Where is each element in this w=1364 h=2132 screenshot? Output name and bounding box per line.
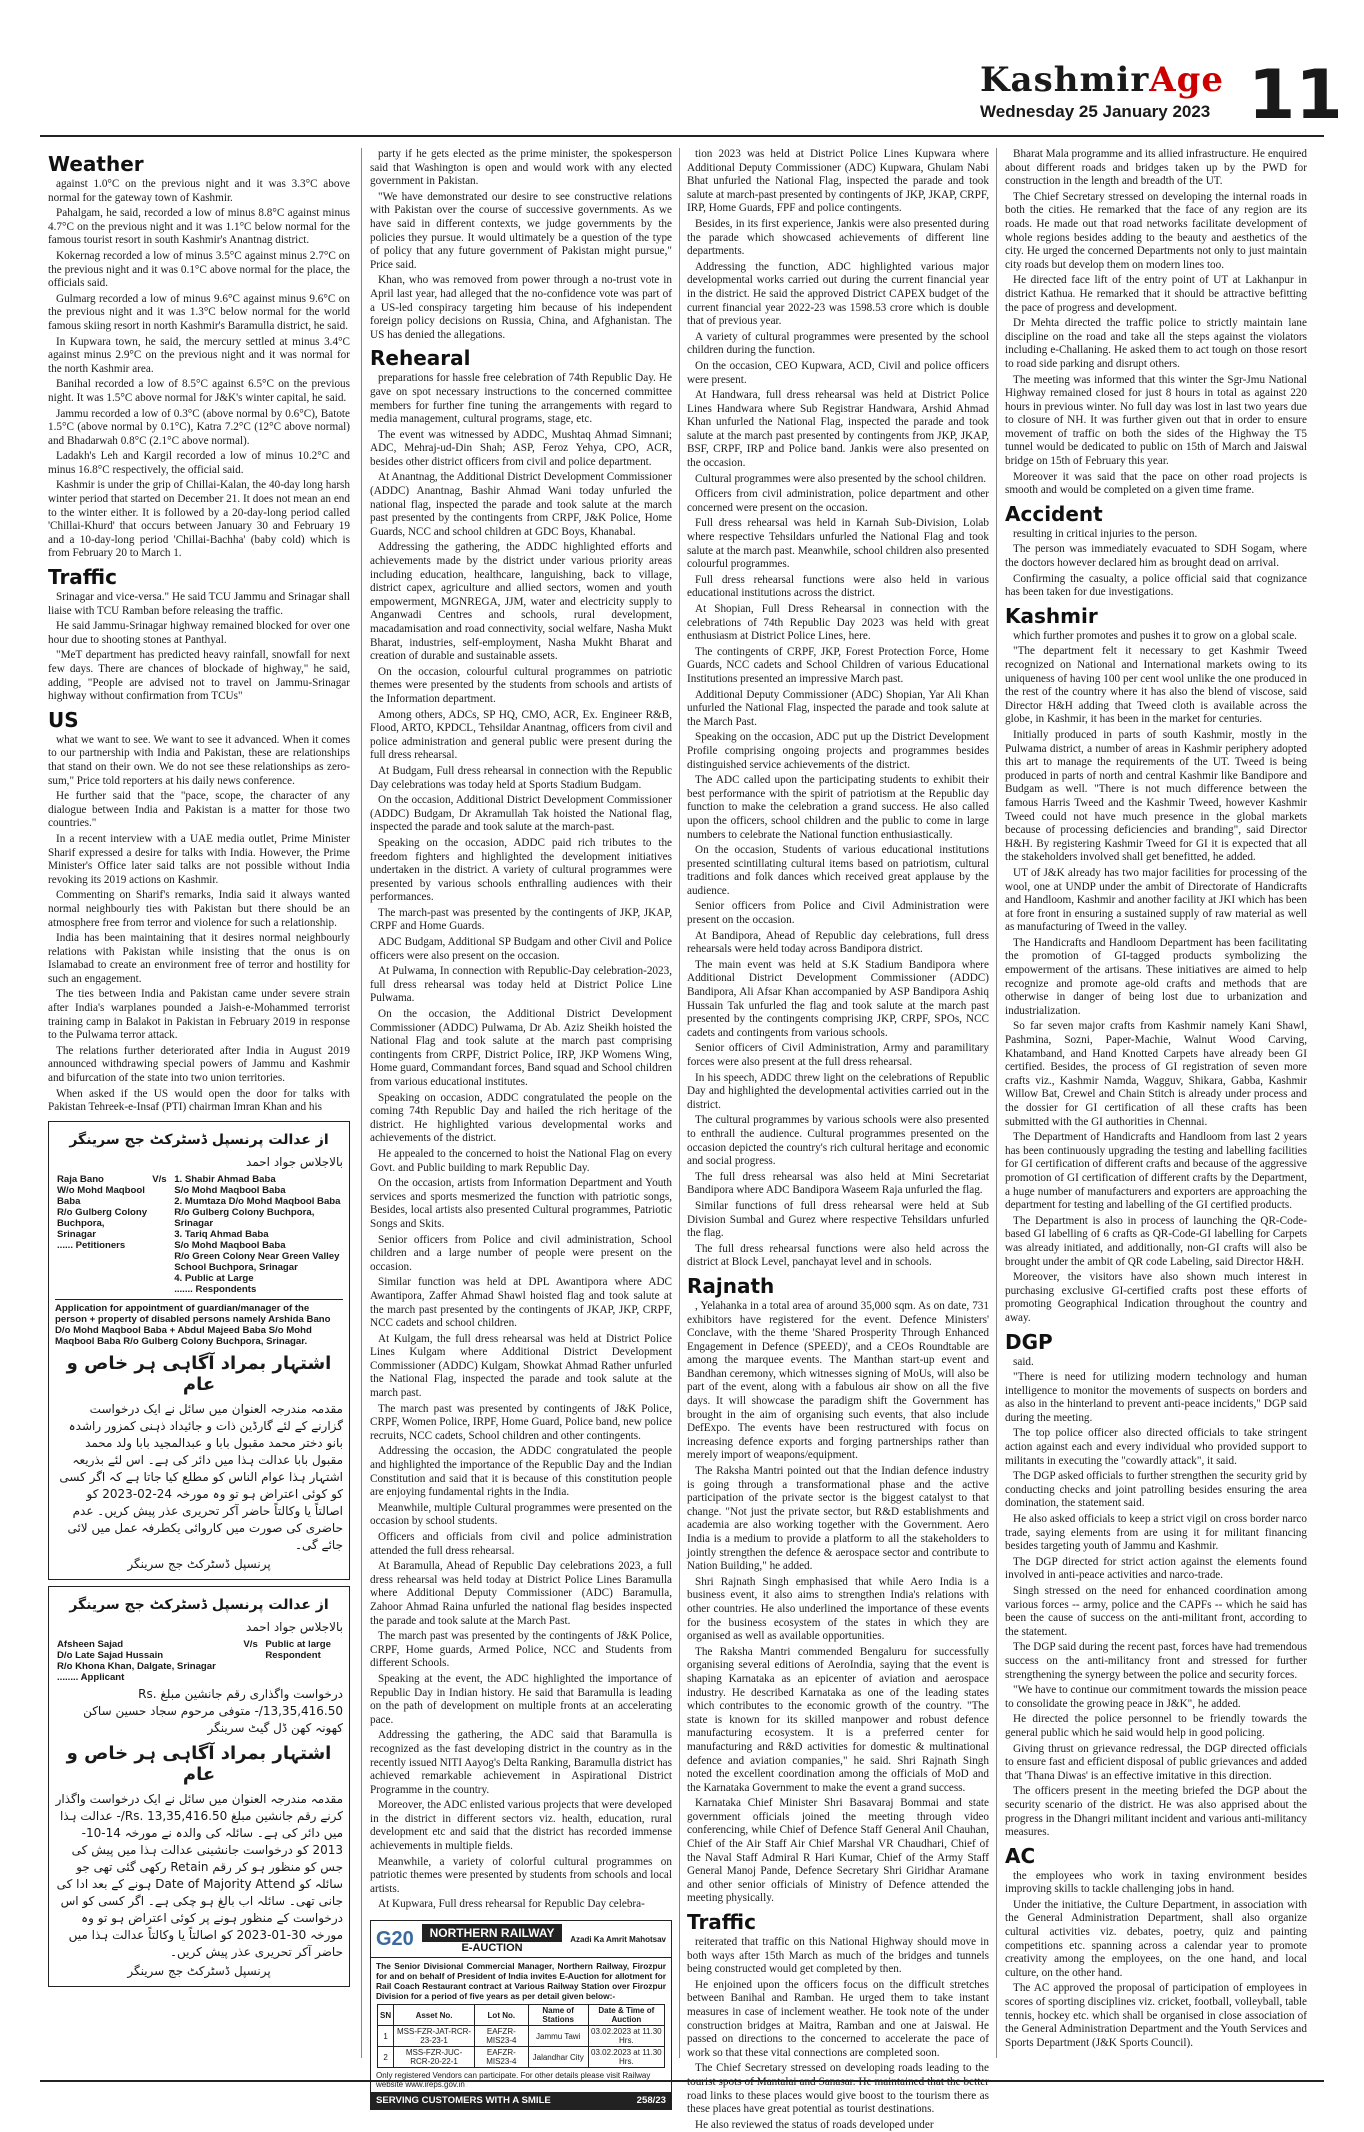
rehearsal-article-continued: [687, 148, 989, 1270]
kashmir-article: [1005, 630, 1307, 1326]
paragraph: which further promotes and pushes it to grow on a global scale.: [1013, 629, 1297, 642]
paragraph: On the occasion, Students of various educational institutions presented scintillating cultural items based on patriotism, cultural traditions and folk dances which received great applause by the audience.: [687, 844, 989, 897]
party-line: 2. Mumtaza D/o Mohd Maqbool Baba: [174, 1195, 341, 1207]
paragraph: Moreover it was said that the pace on other road projects is smooth and would be completed on a given time frame.: [1005, 470, 1307, 497]
paragraph: The DGP said during the recent past, forces have had tremendous success on the anti-militancy front and stressed for further strengthening the synergy between the police and security forces.: [1005, 1641, 1307, 1681]
auction-table: [377, 2004, 665, 2068]
paragraph: tion 2023 was held at District Police Lines Kupwara where Additional Deputy Commissioner (ADC) Kupwara, Ghulam Nabi Bhat unfurled the National Flag, inspected the parade and took salute at march-past presented by contingents of JKP, JKAP, CRPF, IRP, Home Guards, FPF and police contingents.: [687, 148, 989, 215]
paragraph: He appealed to the concerned to hoist the National Flag on every Govt. and Public building to mark Republic Day.: [370, 1147, 672, 1174]
paragraph: On the occasion, the Additional District Development Commissioner (ADDC) Pulwama, Dr Ab. Aziz Sheikh hoisted the National Flag and took salute at the march past comprising contingents from CRPF, District Police, IRP, JKP Womens Wing, Home guard, Commandant forces, Band squad and School children from various educational institutes.: [370, 1008, 672, 1088]
paragraph: Full dress rehearsal was held in Karnah Sub-Division, Lolab where respective Tehsildars unfurled the National Flag and took salute at the march past. Meanwhile, school children also presented colourful programmes.: [687, 517, 989, 571]
paragraph: Pahalgam, he said, recorded a low of minus 8.8°C against minus 4.7°C on the previous night and it was 1.1°C below normal for the famous tourist resort in south Kashmir's Anantnag district.: [48, 207, 350, 247]
paragraph: The Chief Secretary stressed on developing roads leading to the tourist spots of Mantalai and Sanasar. He maintained that the better road links to these places would give boost to the tourism there as these places have great potential as tourist destinations.: [687, 2062, 989, 2116]
rajnath-article: [687, 1300, 989, 1906]
paragraph: On the occasion, Additional District Development Commissioner (ADDC) Budgam, Dr Akramullah Tak hoisted the National flag, inspected the parade and took salute at the march-past.: [370, 794, 672, 834]
paragraph: On the occasion, CEO Kupwara, ACD, Civil and police officers were present.: [687, 359, 989, 386]
table-cell: Jammu Tawi: [528, 2026, 588, 2047]
column-divider: [679, 148, 680, 2058]
masthead-date: Wednesday 25 January 2023: [980, 102, 1211, 121]
paragraph: At Kulgam, the full dress rehearsal was held at District Police Lines Kulgam where Additional District Development Commissioner (ADDC) Kulgam, Showkat Ahmad Rather unfurled the National Flag, inspected the parade and took salute at the march past.: [370, 1332, 672, 1400]
party-line: Public at large: [265, 1638, 331, 1650]
paragraph: Khan, who was removed from power through a no-trust vote in April last year, had alleged that the no-confidence vote was part of a US-led conspiracy targeting him because of his independent foreign policy decisions on Russia, China, and Afghanistan. The US has denied the allegations.: [370, 274, 672, 341]
paragraph: UT of J&K already has two major facilities for processing of the wool, one at UNDP under the ambit of Directorate of Handicrafts and Handloom, Kashmir and another facility at JKI which has been at fore front in ensuring a sustained supply of raw material as well as manufacturing of Tweed in the valley.: [1005, 866, 1307, 934]
us-heading: US: [48, 707, 79, 732]
paragraph: Ladakh's Leh and Kargil recorded a low of minus 10.2°C and minus 16.8°C respectively, the official said.: [48, 450, 350, 476]
traffic-heading: Traffic: [687, 1910, 756, 1935]
masthead-rule: [40, 135, 1324, 137]
paragraph: At Anantnag, the Additional District Development Commissioner (ADDC) Anantnag, Bashir Ahmad Wani today unfurled the national flag, inspected the parade and took salute at the march past presented by the contingents from CRPF, J&K Police, Home Guards, NCC and school children at GDC Boys, Khanabal.: [370, 471, 672, 538]
paragraph: The full dress rehearsal was also held at Mini Secretariat Bandipora where ADC Bandipora Waseem Raja unfurled the flag.: [687, 1170, 989, 1197]
paragraph: The event was witnessed by ADDC, Mushtaq Ahmad Simnani; ADC, Mehraj-ud-Din Shah; ASP, Feroz Yehya, CPO, ACR, besides other district officers from civil and police department.: [370, 428, 672, 468]
paragraph: A variety of cultural programmes were presented by the school children during the function.: [687, 330, 989, 357]
paragraph: Bharat Mala programme and its allied infrastructure. He enquired about different roads and bridges taken up by the PWD for construction in the length and breadth of the UT.: [1005, 148, 1307, 188]
party-line: Respondent: [265, 1649, 321, 1661]
us-article: [48, 734, 350, 1115]
paragraph: Senior officers from Police and civil administration, School children and a large number of people were present on the occasion.: [370, 1233, 672, 1273]
notice-court: از عدالت پرنسپل ڈسٹرکٹ جج سرینگر: [69, 1131, 329, 1148]
paragraph: The relations further deteriorated after India in August 2019 announced withdrawing special powers of Jammu and Kashmir and bifurcation of the state into two union territories.: [48, 1044, 350, 1085]
paragraph: So far seven major crafts from Kashmir namely Kani Shawl, Pashmina, Sozni, Paper-Machie, Walnut Wood Carving, Khatamband, and Hand Knotted Carpets have already been GI certified. Besides, the process of GI registration of seven more crafts viz., Kashmir Namda, Wagguv, Shikara, Gabba, Kashmir Willow Bat, Crewel and Chain Stitch is already under process and the dossier for GI certification of all these crafts has been submitted with the GI authorities in Chennai.: [1005, 1020, 1307, 1128]
paragraph: Moreover, the ADC enlisted various projects that were developed in the district in different sectors viz. health, education, rural development etc and said that the district has recorded immense achievements in multiple fields.: [370, 1799, 672, 1853]
paragraph: He also asked officials to keep a strict vigil on cross border narco trade, saying elements from are using it for militant financing besides targeting youth of Jammu and Kashmir.: [1005, 1513, 1307, 1553]
paragraph: party if he gets elected as the prime minister, the spokesperson said that Washington is open and would work with any elected government in Pakistan.: [370, 148, 672, 188]
versus-label: V/s: [152, 1173, 167, 1185]
paragraph: At Handwara, full dress rehearsal was held at District Police Lines Handwara where Sub Registrar Handwara, Arshid Ahmad Khan unfurled the National Flag, inspected the parade and took salute at the march past presented by contingents from JKP, JKAP, BSF, CRPF, IRP and Police band. Jankis were also presented on the occasion.: [687, 389, 989, 470]
paragraph: "MeT department has predicted heavy rainfall, snowfall for next few days. There are chances of blockade of highway," he said, adding, "People are advised not to travel on Jammu-Srinagar highway without confirmation from TCUs": [48, 649, 350, 703]
paragraph: The Raksha Mantri pointed out that the Indian defence industry is going through a transformational phase and the active participation of the private sector is the biggest catalyst to that change. "Not just the private sector, but R&D establishments and academia are also working together with the Government. Aero India is a medium to provide a platform to all the stakeholders to jointly strengthen the defence & aerospace sector and contribute to Nation Building," he added.: [687, 1465, 989, 1573]
table-cell: 03.02.2023 at 11.30 Hrs.: [588, 2026, 664, 2047]
paragraph: against 1.0°C on the previous night and it was 3.3°C above normal for the gateway town of Kashmir.: [48, 178, 350, 204]
paragraph: The AC approved the proposal of participation of employees in scores of sporting disciplines viz. cricket, football, volleyball, table tennis, hockey etc. which shall be organised in close association of the General Administration Department and the Youth Services and Sports Department (J&K Sports Council).: [1005, 1982, 1307, 2049]
paragraph: Similar functions of full dress rehearsal were held at Sub Division Sumbal and Gurez where respective Tehsildars unfurled the flag.: [687, 1199, 989, 1240]
party-line: Srinagar: [57, 1228, 96, 1240]
column-header: Lot No.: [474, 2005, 528, 2026]
paragraph: At Kupwara, Full dress rehearsal for Republic Day celebra-: [378, 1898, 645, 1911]
traffic-article: [48, 591, 350, 704]
column-3: [687, 148, 989, 2131]
paragraph: Addressing the occasion, the ADDC congratulated the people and highlighted the importance of the Republic Day and the Indian Constitution and said that it is because of this constitution people are enjoying fundamental rights in the India.: [370, 1445, 672, 1499]
parties-table: [55, 1638, 343, 1684]
respondent-block: [172, 1173, 343, 1296]
paragraph: Karnataka Chief Minister Shri Basavaraj Bommai and state government officials joined the meeting through video conferencing, while Chief of Defence Staff General Anil Chauhan, Chief of the Air Staff Air Chief Marshal VR Chaudhari, Chief of the Naval Staff Admiral R Hari Kumar, Chief of the Army Staff General Manoj Pande, Defence Secretary Shri Giridhar Aramane and other senior officials of Ministry of Defence attended the meeting physically.: [687, 1797, 989, 1905]
paragraph: The Raksha Mantri commended Bengaluru for successfully organising several editions of AeroIndia, saying that the event is shaping Karnataka as an epicenter of aviation and aerospace industry. He described Karnataka as one of the leading states which contributes to the economic growth of the country. "The state is known for its skilled manpower and robust defence manufacturing ecosystem. It is a preferred center for manufacturing and R&D activities for domestic & multinational defence and aviation companies," he said. Shri Rajnath Singh noted the excellent coordination among the officials of MoD and the Karnataka Government to make the event a grand success.: [687, 1645, 989, 1794]
paragraph: In his speech, ADDC threw light on the celebrations of Republic Day and highlighted the developmental activities carried out in the district.: [687, 1071, 989, 1111]
auction-table-header: [378, 2005, 665, 2026]
notice-signature: پرنسپل ڈسٹرکٹ جج سرینگر: [127, 1556, 271, 1571]
weather-article: [48, 178, 350, 561]
party-line: 1. Shabir Ahmad Baba: [174, 1173, 276, 1185]
g20-logo: G20: [376, 1927, 414, 1950]
paragraph: Speaking on the occasion, ADC put up the District Development Profile comprising ongoing projects and programmes besides distinguished service achievements of the district.: [687, 731, 989, 771]
paragraph: At Budgam, Full dress rehearsal in connection with the Republic Day celebrations was today held at Sports Stadium Budgam.: [370, 764, 672, 791]
paragraph: "We have demonstrated our desire to see constructive relations with Pakistan over the course of successive governments. As we have said in different contexts, we judge governments by the policies they pursue. It would ultimately be a question of the type of policy that any future government of Pakistan might pursue," Price said.: [370, 190, 672, 271]
traffic-heading: Traffic: [48, 565, 117, 590]
table-cell: 1: [378, 2026, 394, 2047]
paragraph: Under the initiative, the Culture Department, in association with the General Administration Department, shall also organize cultural activities viz. debates, poetry, quiz and painting competitions etc. spanning across a calendar year to promote creativity among the employees, on the one hand, and local culture, on the other hand.: [1005, 1898, 1307, 1979]
party-line: ...... Petitioners: [57, 1239, 126, 1251]
column-divider: [361, 148, 362, 2058]
respondent-block: [263, 1638, 343, 1684]
table-cell: MSS-FZR-JAT-RCR-23-23-1: [394, 2026, 475, 2047]
table-cell: 03.02.2023 at 11.30 Hrs.: [588, 2047, 664, 2068]
paragraph: At Pulwama, In connection with Republic-Day celebration-2023, full dress rehearsal was today held at District Police Line Pulwama.: [370, 965, 672, 1005]
paragraph: The Handicrafts and Handloom Department has been facilitating the promotion of GI-tagged products symbolizing the empowerment of the artisans. These initiatives are aimed to help recognize and promote age-old crafts and methods that are otherwise in danger of being lost due to urbanization and industrialization.: [1005, 936, 1307, 1017]
table-cell: Jalandhar City: [528, 2047, 588, 2068]
paragraph: The Department is also in process of launching the QR-Code-based GI labelling of 6 crafts as QR-Code-GI labelling for Carpets was already initiated, and additionally, non-GI crafts will also be brought under the ambit of QR code Labeling, said Director H&H.: [1005, 1214, 1307, 1268]
party-line: W/o Mohd Maqbool Baba: [57, 1184, 145, 1207]
weather-heading: Weather: [48, 152, 144, 176]
party-line: Raja Bano: [57, 1173, 104, 1185]
versus-label: V/s: [243, 1638, 258, 1650]
paragraph: He directed face lift of the entry point of UT at Lakhanpur in district Kathua. He remarked that it should be attractive befitting the pace of progress and development.: [1005, 274, 1307, 314]
paragraph: The main event was held at S.K Stadium Bandipora where Additional District Development Commissioner (ADDC) Bandipora, Ali Afsar Khan accompanied by ASP Bandipora Ashiq Hussain Tak unfurled the flag and took salute at the march past presented by the contingents comprising JKP, CRPF, SPOs, NCC cadets and contingents from various schools.: [687, 958, 989, 1039]
paragraph: Senior officers of Civil Administration, Army and paramilitary forces were also present at the full dress rehearsal.: [687, 1042, 989, 1068]
paragraph: Singh stressed on the need for enhanced coordination among various forces -- army, police and the CAPFs -- which he said has been the cause of success on the anti-militant front, according to the statement.: [1005, 1585, 1307, 1638]
paragraph: The Chief Secretary stressed on developing the internal roads in both the cities. He remarked that the face of any region are its roads. He made out that road networks facilitate development of whole regions besides adding to the beauty and aesthetics of the city. He urged the concerned Departments not only to just maintain city roads but develop them on modern lines too.: [1005, 190, 1307, 271]
paragraph: the employees who work in taxing environment besides improving skills to tackle challenging jobs in hand.: [1005, 1869, 1307, 1896]
paragraph: Speaking on the occasion, ADDC paid rich tributes to the freedom fighters and highlighted the development initiatives undertaken in the district. A variety of cultural programmes were presented by various schools enthralling audiences with their performances.: [370, 836, 672, 904]
paragraph: The person was immediately evacuated to SDH Sogam, where the doctors however declared him as brought dead on arrival.: [1005, 543, 1307, 570]
paragraph: The DGP directed for strict action against the elements found involved in anti-peace activities and narco-trade.: [1005, 1555, 1307, 1582]
column-header: SN: [378, 2005, 394, 2026]
paragraph: The meeting was informed that this winter the Sgr-Jmu National Highway remained closed for just 8 hours in total as against 220 hours in previous winter. No full day was lost in last two years due to closure of NH. It was further given out that in order to ensure movement of traffic on both the sides of the Highway the T5 tunnel would be dedicated to public on 15th of March and Jaiswal bridge on 15th of February this year.: [1005, 373, 1307, 468]
paragraph: Jammu recorded a low of 0.3°C (above normal by 0.6°C), Batote 1.5°C (above normal by 0.1°C), Katra 7.2°C (12°C above normal) and Bhadarwah 0.8°C (2.1°C above normal).: [48, 407, 350, 447]
notice-case: بالاجلاس جواد احمد: [246, 1154, 343, 1169]
paragraph: Srinagar and vice-versa." He said TCU Jammu and Srinagar shall liaise with TCU Ramban before releasing the traffic.: [48, 591, 350, 617]
paragraph: The march past was presented by contingents of J&K Police, CRPF, Women Police, IRPF, Home Guard, Police band, new police recruits, NCC cadets, School children and other contingents.: [370, 1402, 672, 1442]
paragraph: Officers and officials from civil and police administration attended the full dress rehearsal.: [370, 1531, 672, 1557]
dgp-heading: DGP: [1005, 1329, 1053, 1354]
notice-body: مقدمہ مندرجہ العنوان میں سائل نے ایک درخواست واگذار کرنے رقم جانشین مبلغ Rs. 13,35,416.50/- عدالت ہذا میں دائر کی ہے۔ سائلہ کی والدہ نے مورخہ 14-10-2013 کو درخواست جانشینی عدالت ہذا میں پیش کی جس کو منظور ہو کر رقم Retain رکھی گئی تھی جو سائلہ کو Date of Majority Attend ہونے کے بعد ادا کی جانی تھی۔ سائلہ اب بالغ ہو چکی ہے۔ اگر کسی کو اس درخواست کے منظور ہونے پر کوئی اعتراض ہو تو وہ مورخہ 30-01-2023 کو اصالتاً یا وکالتاً عدالت ہذا میں حاضر آکر تحریری عذر پیش کریں۔: [55, 1791, 343, 1959]
notice-signature: پرنسپل ڈسٹرکٹ جج سرینگر: [127, 1963, 271, 1978]
paragraph: "There is need for utilizing modern technology and human intelligence to monitor the movements of suspects on borders and as also in the hinterland to prevent anti-peace incidents," DGP said during the meeting.: [1005, 1371, 1307, 1424]
bottom-rule: [40, 2080, 1324, 2082]
paragraph: Besides, in its first experience, Jankis were also presented during the parade which showcased achievements of different line departments.: [687, 217, 989, 258]
paragraph: The ADC called upon the participating students to exhibit their best performance with the spirit of patriotism at the Republic day function to make the celebration a grand success. He also called upon the officers, school children and the public to come in large numbers to celebrate the National function enthusiastically.: [687, 774, 989, 841]
dgp-article: [1005, 1356, 1307, 1840]
parties-table: [55, 1173, 343, 1296]
railway-slogan: SERVING CUSTOMERS WITH A SMILE: [376, 2095, 551, 2107]
railway-note: Only registered Vendors can participate. For other details please visit Railway website www.ireps.gov.in: [376, 2071, 651, 2090]
paragraph: Cultural programmes were also presented by the school children.: [695, 472, 987, 485]
paragraph: Additional Deputy Commissioner (ADC) Shopian, Yar Ali Khan unfurled the National Flag, inspected the parade and took salute at the March Past.: [687, 688, 989, 728]
table-row: [378, 2026, 665, 2047]
paragraph: Meanwhile, multiple Cultural programmes were presented on the occasion by school students.: [370, 1501, 672, 1528]
traffic-article-2: [687, 1936, 989, 2132]
paragraph: Commenting on Sharif's remarks, India said it always wanted normal neighbourly ties with Pakistan but there should be an atmosphere free from terror and violence for such a relationship.: [48, 889, 350, 929]
accident-heading: Accident: [1005, 501, 1103, 526]
notice-prayer: درخواست واگذاری رقم جانشین مبلغ Rs. 13,35,416.50/- متوفی مرحوم سجاد حسین ساکن کھونہ کھن ڈل گیٹ سرینگر: [83, 1686, 343, 1735]
paragraph: He also reviewed the status of roads developed under: [695, 2118, 934, 2131]
party-line: R/o Green Colony Near Green Valley School Buchpora, Srinagar: [174, 1250, 340, 1273]
paragraph: Addressing the gathering, the ADDC highlighted efforts and achievements made by the district under various priority areas including education, healthcare, languishing, back to village, district capex, agriculture and allied sectors, women and youth empowerment, MGNREGA, JJM, water and electricity supply to Anganwadi Centres and schools, rural development, macadamisation and road connectivity, social welfare, Nasha Mukt Bharat, industries, self-employment, Nasha Mukht Bharat and creation of durable and sustainable assets.: [370, 541, 672, 663]
column-divider: [996, 148, 997, 2058]
paragraph: Similar function was held at DPL Awantipora where ADC Awantipora, Zaffer Ahmad Shawl hoisted flag and took salute at the march past presented by the contingents of JKAP, JKP, CRPF, NCC cadets and school children.: [370, 1276, 672, 1330]
paragraph: Senior officers from Police and Civil Administration were present on the occasion.: [687, 900, 989, 927]
party-line: 4. Public at Large: [174, 1272, 254, 1284]
azadi-logo: Azadi Ka Amrit Mahotsav: [570, 1934, 666, 1944]
notice-case: بالاجلاس جواد احمد: [246, 1619, 343, 1634]
paragraph: resulting in critical injuries to the person.: [1013, 527, 1198, 540]
paragraph: He said Jammu-Srinagar highway remained blocked for over one hour due to shooting stones at Panthyal.: [48, 620, 350, 646]
paragraph: Speaking at the event, the ADC highlighted the importance of Republic Day in Indian history. He said that Baramulla is leading on the path of development on multiple fronts at an accelerating pace.: [370, 1672, 672, 1726]
us-article-continued: [370, 148, 672, 342]
party-line: S/o Mohd Maqbool Baba: [174, 1184, 286, 1196]
party-line: R/o Khona Khan, Dalgate, Srinagar: [57, 1660, 216, 1672]
petitioner-block: [55, 1173, 150, 1296]
paragraph: what we want to see. We want to see it advanced. When it comes to our partnership with India and Pakistan, these are relationships that stand on their own. We do not see these relationships as zero-sum," Price told reporters at his daily news conference.: [48, 733, 350, 787]
paragraph: When asked if the US would open the door for talks with Pakistan Tehreek-e-Insaf (PTI) chairman Imran Khan and his: [48, 1087, 350, 1114]
paragraph: The march past was presented by the contingents of J&K Police, CRPF, Home guards, Armed Police, NCC and Students from different Schools.: [370, 1630, 672, 1670]
court-notice-guardianship: [48, 1121, 350, 1580]
kashmir-heading: Kashmir: [1005, 603, 1098, 628]
paragraph: The top police officer also directed officials to take stringent action against each and every individual who provided support to militants in executing the "cowardly attack", it said.: [1005, 1427, 1307, 1467]
paragraph: He further said that the "pace, scope, the character of any dialogue between India and Pakistan is a matter for those two countries.": [48, 790, 350, 830]
ac-heading: AC: [1005, 1843, 1036, 1868]
paragraph: At Bandipora, Ahead of Republic day celebrations, full dress rehearsals were held today across Bandipora district.: [687, 929, 989, 956]
paragraph: Kashmir is under the grip of Chillai-Kalan, the 40-day long harsh winter period that started on December 21. It does not mean an end to the winter either. It is followed by a 20-day-long period called 'Chillai-Khurd' that occurs between January 30 and February 19 and a 10-day-long period 'Chillai-Bachha' (baby cold) which is from February 20 to March 1.: [48, 479, 350, 560]
column-1: [48, 148, 350, 2068]
paragraph: preparations for hassle free celebration of 74th Republic Day. He gave on spot necessary instructions to the concerned committee members for further fine tuning the arrangements with regard to media management, cultural programs, stage, etc.: [370, 372, 672, 426]
paragraph: Gulmarg recorded a low of minus 9.6°C against minus 9.6°C on the previous night and it was 1.3°C below normal for the world famous skiing resort in north Kashmir's Baramulla district, he said.: [48, 292, 350, 332]
rehearsal-article: [370, 372, 672, 1912]
railway-text: The Senior Divisional Commercial Manager, Northern Railway, Firozpur for and on behalf of President of India invites E-Auction for allotment for Rail Coach Restaurant contract at Various Railway Station over Firozpur Division for a period of five years as per detail given below:-: [376, 1961, 666, 2002]
paragraph: On the occasion, colourful cultural programmes on patriotic themes were presented by the students from schools and artists of the Information department.: [370, 665, 672, 705]
paragraph: The contingents of CRPF, JKP, Forest Protection Force, Home Guards, NCC cadets and School Children of various Educational Institutions presented an impressive March past.: [687, 645, 989, 685]
paragraph: The march-past was presented by the contingents of JKP, JKAP, CRPF and Home Guards.: [370, 906, 672, 933]
paragraph: Banihal recorded a low of 8.5°C against 6.5°C on the previous night. It was 1.5°C above normal for J&K's winter capital, he said.: [48, 378, 350, 404]
paragraph: The full dress rehearsal functions were also held across the district at Block Level, panchayat level and in schools.: [687, 1242, 989, 1269]
paragraph: "The department felt it necessary to get Kashmir Tweed recognized on National and International markets owing to its uniqueness of having 100 per cent wool unlike the one produced in the rest of the country where it has also the blend of viscose, said Director H&H adding that Tweed cloth is available across the globe, in Kashmir, it has been in the market for centuries.: [1005, 645, 1307, 726]
paragraph: Full dress rehearsal functions were also held in various educational institutions across the district.: [687, 573, 989, 600]
column-4: [1005, 148, 1307, 2068]
paragraph: The Department of Handicrafts and Handloom from last 2 years has been continuously upgrading the testing and labelling facilities for GI certification of different crafts and because of the aggressive promotion of GI certification of different crafts by the Department, a huge number of manufacturers and exporters are approaching the department for testing and labelling of the GI certified products.: [1005, 1131, 1307, 1212]
paragraph: India has been maintaining that it desires normal neighbourly relations with Pakistan while insisting that the onus is on Islamabad to create an environment free of terror and hostility for such an engagement.: [48, 932, 350, 985]
accident-article: [1005, 528, 1307, 600]
paragraph: Officers from civil administration, police department and other concerned were present on the occasion.: [687, 488, 989, 514]
party-line: R/o Gulberg Colony Buchpora,: [57, 1206, 148, 1229]
railway-subtitle: E-AUCTION: [461, 1942, 523, 1955]
ac-article: [1005, 1870, 1307, 2051]
paragraph: He directed the police personnel to be friendly towards the general public which he said would help in good policing.: [1005, 1713, 1307, 1739]
traffic-article-continued: [1005, 148, 1307, 498]
railway-footer: [371, 2092, 671, 2109]
notice-heading: اشتہار بمراد آگاہی ہر خاص و عام: [66, 1352, 332, 1395]
paragraph: At Baramulla, Ahead of Republic Day celebrations 2023, a full dress rehearsal was held today at District Police Lines Baramulla where Additional Deputy Commissioner (ADC) Baramulla, Zahoor Ahmad Raina unfurled the national flag besides inspected the parade and took salute at the March Past.: [370, 1560, 672, 1627]
page-number: 11: [1248, 56, 1343, 135]
paragraph: said.: [1013, 1355, 1034, 1368]
paragraph: In a recent interview with a UAE media outlet, Prime Minister Sharif expressed a desire for talks with India. However, the Prime Minister's Office later said talks are not possible without India revoking its 2019 actions on Kashmir.: [48, 832, 350, 886]
paragraph: Among others, ADCs, SP HQ, CMO, ACR, Ex. Engineer R&B, Flood, ARTO, KPDCL, Tehsildar Anantnag, officers from civil and police administration and general public were present during the full dress rehearsal.: [370, 708, 672, 762]
table-cell: EAFZR-MIS23-4: [474, 2047, 528, 2068]
table-cell: EAFZR-MIS23-4: [474, 2026, 528, 2047]
party-line: R/o Gulberg Colony Buchpora, Srinagar: [174, 1206, 315, 1229]
paragraph: , Yelahanka in a total area of around 35,000 sqm. As on date, 731 exhibitors have registered for the event. Defence Ministers' Conclave, with the theme 'Shared Prosperity Through Enhanced Engagement in Defence (SPEED)', and a CEOs Roundtable are among the marquee events. The Manthan start-up event and Bandhan ceremony, which witnesses signing of MoUs, will also be part of the event, along with a fabulous air show on all the five days. It will showcase the paradigm shift the Government has brought in the aim of organising such events, that also include DefExpo. The events have been restructured with focus on increasing defence exports and forging partnerships rather than merely import of weapons/equipment.: [687, 1299, 989, 1462]
application-note: Application for appointment of guardian/manager of the person + property of disabled persons namely Arshida Bano D/o Mohd Maqbool Baba + Abdul Majeed Baba S/o Mohd Maqbool Baba R/o Gulberg Colony Buchpora, Srinagar.: [55, 1299, 343, 1347]
rajnath-heading: Rajnath: [687, 1273, 775, 1298]
party-line: 3. Tariq Ahmad Baba: [174, 1228, 269, 1240]
paragraph: In Kupwara town, he said, the mercury settled at minus 3.4°C against minus 2.9°C on the previous night and it was normal for the north Kashmir area.: [48, 335, 350, 375]
column-2: [370, 148, 672, 2107]
paragraph: On the occasion, artists from Information Department and Youth services and sports mesmerized the function with patriotic songs, Besides, local artists also presented Cultural programmes, Patriotic Songs and Skits.: [370, 1177, 672, 1230]
paragraph: Moreover, the visitors have also shown much interest in purchasing exclusive GI-certified crafts post these efforts of promoting Geographical Indication throughout the country and away.: [1005, 1271, 1307, 1324]
court-notice-succession: [48, 1586, 350, 1987]
paragraph: Shri Rajnath Singh emphasised that while Aero India is a business event, it also aims to strengthen India's relations with other countries. He also underlined the importance of these events for the business ecosystem of the states in which they are organised as well as available opportunities.: [687, 1575, 989, 1643]
notice-court: از عدالت پرنسپل ڈسٹرکٹ جج سرینگر: [69, 1596, 329, 1613]
column-header: Name of Stations: [528, 2005, 588, 2026]
paragraph: The officers present in the meeting briefed the DGP about the security scenario of the district. He was also apprised about the progress in the Dhangri militant incident and various anti-militancy measures.: [1005, 1785, 1307, 1839]
paragraph: Speaking on occasion, ADDC congratulated the people on the coming 74th Republic Day and hailed the rich heritage of the district. He highlighted various developmental works and achievements of the district.: [370, 1091, 672, 1145]
paragraph: Giving thrust on grievance redressal, the DGP directed officials to ensure fast and efficient disposal of public grievances and added that 'Thana Diwas' is an effective imitative in this direction.: [1005, 1742, 1307, 1782]
paragraph: The DGP asked officials to further strengthen the security grid by conducting checks and joint patrolling besides ensuring the area domination, the statement said.: [1005, 1470, 1307, 1510]
table-cell: 2: [378, 2047, 394, 2068]
paragraph: "We have to continue our commitment towards the mission peace to consolidate the growing peace in J&K", he added.: [1005, 1684, 1307, 1710]
masthead-title: KashmirAge: [980, 60, 1225, 100]
party-line: D/o Late Sajad Hussain: [57, 1649, 164, 1661]
party-line: ........ Applicant: [57, 1671, 125, 1683]
paragraph: Confirming the casualty, a police official said that cognizance has been taken for due investigations.: [1005, 572, 1307, 599]
applicant-block: [55, 1638, 241, 1684]
paragraph: Addressing the function, ADC highlighted various major developmental works carried out during the current financial year in the district. He said the approved District CAPEX budget of the current financial year 2022-23 was 1598.53 crore which is double that of previous year.: [687, 260, 989, 328]
railway-name: NORTHERN RAILWAY: [422, 1924, 563, 1942]
paragraph: Dr Mehta directed the traffic police to strictly maintain lane discipline on the road and take all the steps against the violators including e-Challaning. He asked them to act tough on those resort to road side parking and disrupt others.: [1005, 317, 1307, 370]
paragraph: ADC Budgam, Additional SP Budgam and other Civil and Police officers were also present on the occasion.: [370, 936, 672, 962]
notice-body: مقدمہ مندرجہ العنوان میں سائل نے ایک درخواست گزارنے کے لئے گارڈین ذات و جائیداد ذہنی کمزور راشدہ بانو دختر محمد مقبول بابا و عبدالمجید بابا ولد محمد مقبول بابا عدالت ہذا میں دائر کی ہے۔ اس لئے بذریعہ اشتہار ہذا عوام الناس کو مطلع کیا جاتا ہے کہ اگر کسی کو کوئی اعتراض ہو تو وہ مورخہ 24-02-2023 کو اصالتاً یا وکالتاً حاضر آکر تحریری عذر پیش کریں۔ عدم حاضری کی صورت میں کاروائی یکطرفہ عمل میں لائی جائے گی۔: [59, 1401, 343, 1552]
party-line: Afsheen Sajad: [57, 1638, 124, 1650]
party-line: ....... Respondents: [174, 1283, 257, 1295]
table-row: [378, 2047, 665, 2068]
paragraph: He enjoined upon the officers focus on the difficult stretches between Banihal and Ramban. He urged them to take instant measures in case of inclement weather. He took note of the under construction bridges at Maitra, Ramban and one at Jaiswal. He passed on directions to the concerned to accelerate the pace of work so that these vital connections are completed soon.: [687, 1978, 989, 2059]
paragraph: Kokernag recorded a low of minus 3.5°C against minus 2.7°C on the previous night and it was 0.1°C above normal for the place, the officials said.: [48, 249, 350, 290]
notice-heading: اشتہار بمراد آگاہی ہر خاص و عام: [66, 1742, 332, 1785]
rehearsal-heading: Rehearal: [370, 346, 471, 371]
paragraph: At Shopian, Full Dress Rehearsal in connection with the celebrations of 74th Republic Day 2023 was held with great enthusiasm at District Police Lines, here.: [687, 603, 989, 643]
party-line: S/o Mohd Maqbool Baba: [174, 1239, 286, 1251]
paragraph: reiterated that traffic on this National Highway should move in both ways after 15th March as much of the bridges and tunnels being constructed would get completed by then.: [687, 1936, 989, 1976]
railway-code: 258/23: [636, 2095, 666, 2107]
paragraph: Initially produced in parts of south Kashmir, mostly in the Pulwama district, a number of areas in Kashmir periphery adopted this art to manage the requirements of the UT. Tweed is being produced in parts of north and central Kashmir like Bandipore and Budgam as well. "There is not much difference between the famous Harris Tweed and the Kashmir Tweed, however Kashmir Tweed could not have much presence in the global markets because of processing deficiencies and branding", said Director H&H. By registering Kashmir Tweed for GI it is expected that all the stakeholders involved shall get benefitted, he added.: [1005, 728, 1307, 864]
table-cell: MSS-FZR-JUC-RCR-20-22-1: [394, 2047, 475, 2068]
paragraph: The cultural programmes by various schools were also presented to enthrall the audience. Cultural programmes presented on the occasion depicted the country's rich cultural heritage and economic and social progress.: [687, 1114, 989, 1168]
paragraph: The ties between India and Pakistan came under severe strain after India's warplanes pounded a Jaish-e-Mohammed terrorist training camp in Balakot in Pakistan in February 2019 in response to the Pulwama terror attack.: [48, 988, 350, 1042]
paragraph: Addressing the gathering, the ADC said that Baramulla is recognized as the fast developing district in the country as in the recently issued NITI Aayog's Delta Ranking, Baramulla district has achieved remarkable achievement in Aspirational District Programme in the country.: [370, 1729, 672, 1796]
column-header: Date & Time of Auction: [588, 2005, 664, 2026]
paragraph: Meanwhile, a variety of colorful cultural programmes on patriotic themes were presented by students from schools and local artists.: [370, 1855, 672, 1895]
column-header: Asset No.: [394, 2005, 475, 2026]
